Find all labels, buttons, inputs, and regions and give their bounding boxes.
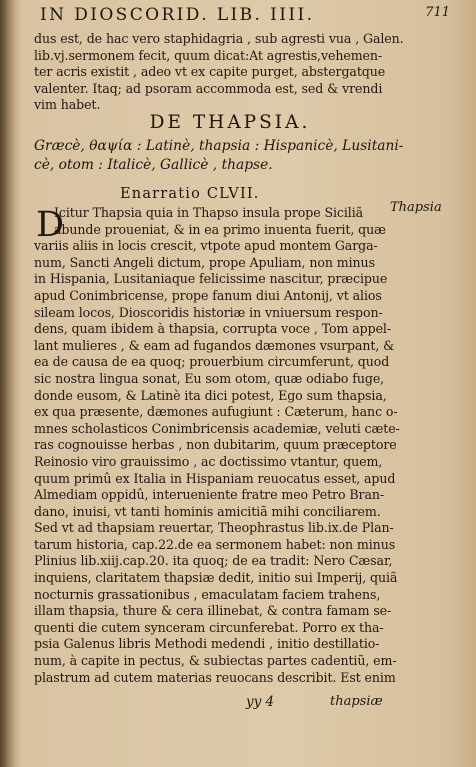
marginal-note: Thapsia: [390, 200, 442, 215]
text-line: valenter. Itaq; ad psoram accommoda est, sed & vrendi: [34, 80, 383, 96]
text-line: in Hispania, Lusitaniaque felicissime nascitur, præcipue: [34, 271, 388, 287]
text-line: mnes scholasticos Conimbricensis academiæ, veluti cæte-: [34, 420, 400, 436]
running-head-title: IN DIOSCORID. LIB. IIII.: [40, 5, 315, 25]
catchword: thapsiæ: [330, 694, 383, 709]
text-line: quum primû ex Italia in Hispaniam reuocatus esset, apud: [34, 470, 396, 486]
drop-capital: D: [36, 205, 65, 245]
intro-paragraph: [34, 31, 404, 114]
commentary-text: [34, 205, 400, 686]
text-line: psia Galenus libris Methodi medendi , initio destillatio-: [34, 636, 380, 652]
text-line: donde eusom, & Latinè ita dici potest, Ego sum thapsia,: [34, 387, 387, 403]
plant-names: [34, 137, 404, 174]
text-line: Almediam oppidû, interueniente fratre meo Petro Bran-: [34, 487, 385, 503]
text-line: plastrum ad cutem materias reuocans describit. Est enim: [34, 669, 396, 685]
text-line: tarum historia, cap.22.de ea sermonem habet: non minus: [34, 536, 396, 552]
text-line: ras cognouisse herbas , non dubitarim, quum præceptore: [34, 437, 397, 453]
text-line: Reinosio viro grauissimo , ac doctissimo vtantur, quem,: [34, 453, 383, 469]
text-line: quenti die cutem synceram circunferebat. Porro ex tha-: [34, 619, 384, 635]
text-line: inquiens, claritatem thapsiæ dedit, initio sui Imperij, quiã: [34, 570, 398, 586]
names-line: Græcè, θαψία : Latinè, thapsia : Hispanicè, Lusitani-: [34, 138, 404, 154]
text-line: num, Sancti Angeli dictum, prope Apuliam, non minus: [34, 254, 375, 270]
folio-number: 711: [425, 5, 450, 20]
text-line: dens, quam ibidem à thapsia, corrupta voce , Tom appel-: [34, 321, 392, 337]
text-line: Sed vt ad thapsiam reuertar, Theophrastus lib.ix.de Plan-: [34, 520, 394, 536]
text-line: vim habet.: [34, 97, 101, 113]
text-line: num, à capite in pectus, & subiectas partes cadentiũ, em-: [34, 653, 397, 669]
text-line: ter acris existit , adeo vt ex capite purget, abstergatque: [34, 64, 386, 80]
text-line: Plinius lib.xiij.cap.20. ita quoq; de ea tradit: Nero Cæsar,: [34, 553, 393, 569]
text-line: dus est, de hac vero staphidagria , sub agresti vua , Galen.: [34, 31, 404, 46]
text-line: ea de causa de ea quoq; prouerbium circumferunt, quod: [34, 354, 390, 370]
text-line: abunde proueniat, & in ea primo inuenta fuerit, quæ: [54, 221, 386, 237]
text-line: ex qua præsente, dæmones aufugiunt : Cæterum, hanc o-: [34, 404, 398, 420]
text-line: illam thapsia, thure & cera illinebat, & contra famam se-: [34, 603, 392, 619]
signature-mark: yy 4: [246, 694, 275, 710]
text-line: variis aliis in locis crescit, vtpote apud montem Garga-: [34, 238, 378, 254]
text-line: dano, inuisi, vt tanti hominis amicitiã mihi conciliarem.: [34, 503, 381, 519]
names-line: cè, otom : Italicè, Gallicè , thapse.: [34, 156, 273, 173]
text-line: lib.vj.sermonem fecit, quum dicat:At agrestis,vehemen-: [34, 47, 383, 63]
text-line: sileam locos, Dioscoridis historiæ in vniuersum respon-: [34, 304, 383, 320]
running-head: [28, 2, 448, 28]
enarratio-heading: Enarratio CLVII.: [120, 186, 260, 202]
text-line: lant mulieres , & eam ad fugandos dæmones vsurpant, &: [34, 337, 395, 353]
text-line: apud Conimbricense, prope fanum diui Antonij, vt alios: [34, 287, 382, 303]
text-line: Icitur Thapsia quia in Thapso insula prope Siciliã: [54, 205, 364, 220]
text-line: nocturnis grassationibus , emaculatam faciem trahens,: [34, 586, 381, 602]
text-line: sic nostra lingua sonat, Eu som otom, quæ odiabo fuge,: [34, 370, 385, 386]
section-heading: DE THAPSIA.: [149, 112, 311, 133]
